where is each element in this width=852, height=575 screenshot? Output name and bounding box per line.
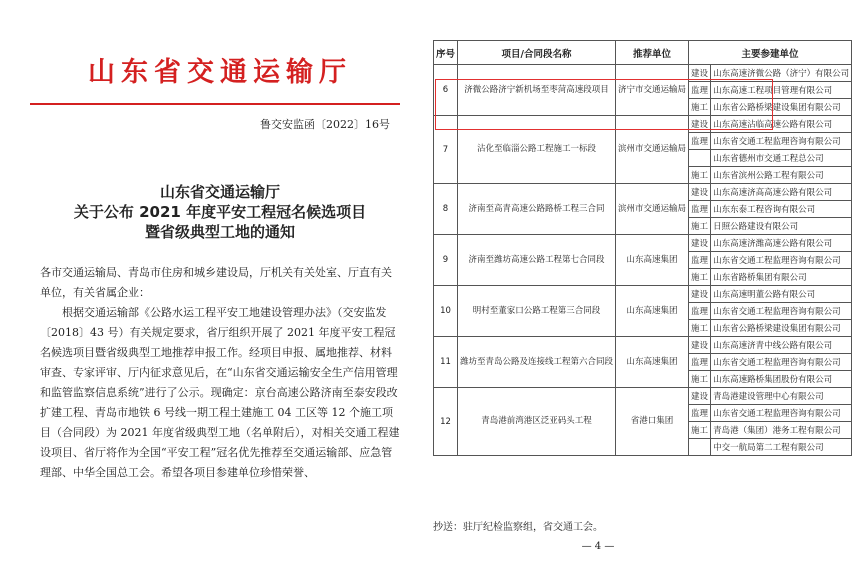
unit-role: 施工 [689,422,711,439]
recommender: 济宁市交通运输局 [616,65,689,116]
project-name: 潍坊至青岛公路及连接线工程第六合同段 [458,337,616,388]
addressees: 各市交通运输局、青岛市住房和城乡建设局，厅机关有关处室、厅直有关单位，有关省属企业： [40,266,392,299]
row-number: 10 [434,286,458,337]
recommender: 滨州市交通运输局 [616,184,689,235]
unit-role: 监理 [689,405,711,422]
unit-role: 建设 [689,235,711,252]
unit-name: 山东东泰工程咨询有限公司 [711,201,852,218]
cc-line: 抄送：驻厅纪检监察组，省交通工会。 [433,522,603,533]
recommender: 省港口集团 [616,388,689,456]
project-name: 济微公路济宁新机场至枣菏高速段项目 [458,65,616,116]
unit-role: 建设 [689,116,711,133]
unit-role: 监理 [689,354,711,371]
row-number: 12 [434,388,458,456]
unit-name: 山东省交通工程监理咨询有限公司 [711,354,852,371]
unit-role: 施工 [689,218,711,235]
unit-name: 山东高速济青中线公路有限公司 [711,337,852,354]
unit-role: 监理 [689,133,711,150]
unit-role: 建设 [689,388,711,405]
body-paragraph: 根据交通运输部《公路水运工程平安工地建设管理办法》（交安监发〔2018〕43 号）有关规定要求，省厅组织开展了 2021 年度平安工程冠名候选项目暨省级典型工地推荐申报工作。经项目申报、属地推荐、材料审查、专家评审、厅内征求意见后，在“山东省交通运输安全生产信用管理和监管监察信息系统”进行了公示。现确定：京台高速公路济南至泰安段改扩建工程、青岛市地铁 6 号线一期工程土建施工 04 工区等 12 个施工项目（合同段）为 2021 年度省级典型工地（名单附后），对相关交通工程建设项目、省厅将作为全国“平安工程”冠名优先推荐至交通运输部、应急管理部、中华全国总工会。希望各项目参建单位珍惜荣誉、 [40,306,400,479]
table-row [434,286,852,303]
table-row [434,337,852,354]
project-name: 青岛港前湾港区泛亚码头工程 [458,388,616,456]
notice-title-line-3: 暨省级典型工地的通知 [144,223,295,241]
notice-title-line-2: 关于公布 2021 年度平安工程冠名候选项目 [73,203,367,221]
unit-name: 山东省公路桥梁建设集团有限公司 [711,99,852,116]
unit-role: 监理 [689,303,711,320]
unit-role: 施工 [689,320,711,337]
recommender: 滨州市交通运输局 [616,116,689,184]
unit-role: 监理 [689,201,711,218]
row-number: 8 [434,184,458,235]
unit-role: 建设 [689,65,711,82]
unit-role: 施工 [689,167,711,184]
unit-name: 山东高速济高高速公路有限公司 [711,184,852,201]
unit-role [689,150,711,167]
unit-role: 施工 [689,269,711,286]
document-number: 鲁交安监函〔2022〕16号 [260,118,390,131]
letterhead: 山东省交通运输厅 [88,57,352,88]
unit-role: 监理 [689,82,711,99]
page-number: — 4 — [581,541,615,552]
unit-name: 山东高速工程项目管理有限公司 [711,82,852,99]
unit-name: 山东省德州市交通工程总公司 [711,150,852,167]
unit-role: 施工 [689,99,711,116]
unit-role: 监理 [689,252,711,269]
header-name: 项目/合同段名称 [458,41,616,65]
recommender: 山东高速集团 [616,286,689,337]
unit-role: 建设 [689,286,711,303]
row-number: 9 [434,235,458,286]
unit-name: 山东省交通工程监理咨询有限公司 [711,303,852,320]
table-row [434,235,852,252]
unit-role [689,439,711,456]
header-no: 序号 [434,41,458,65]
unit-name: 山东省交通工程监理咨询有限公司 [711,405,852,422]
unit-name: 山东高速路桥集团股份有限公司 [711,371,852,388]
header-recommender: 推荐单位 [616,41,689,65]
unit-name: 日照公路建设有限公司 [711,218,852,235]
unit-role: 施工 [689,371,711,388]
row-number: 7 [434,116,458,184]
unit-name: 山东省交通工程监理咨询有限公司 [711,252,852,269]
unit-role: 建设 [689,337,711,354]
unit-name: 山东高速济潍高速公路有限公司 [711,235,852,252]
unit-name: 山东省滨州公路工程有限公司 [711,167,852,184]
project-name: 明村至董家口公路工程第三合同段 [458,286,616,337]
row-number: 11 [434,337,458,388]
table-row [434,388,852,405]
project-name: 济南至高青高速公路路桥工程三合同 [458,184,616,235]
letterhead-divider [30,103,400,105]
recommender: 山东高速集团 [616,235,689,286]
unit-name: 青岛港建设管理中心有限公司 [711,388,852,405]
header-units: 主要参建单位 [689,41,852,65]
unit-name: 山东省公路桥梁建设集团有限公司 [711,320,852,337]
row-number: 6 [434,65,458,116]
project-name: 沾化至临淄公路工程施工一标段 [458,116,616,184]
project-name: 济南至潍坊高速公路工程第七合同段 [458,235,616,286]
unit-role: 建设 [689,184,711,201]
unit-name: 山东省路桥集团有限公司 [711,269,852,286]
unit-name: 山东高速沾临高速公路有限公司 [711,116,852,133]
unit-name: 山东高速明董公路有限公司 [711,286,852,303]
notice-title-line-1: 山东省交通运输厅 [159,183,280,201]
unit-name: 中交一航局第二工程有限公司 [711,439,852,456]
unit-name: 山东省交通工程监理咨询有限公司 [711,133,852,150]
highlight-box [435,79,773,130]
recommender: 山东高速集团 [616,337,689,388]
unit-name: 青岛港（集团）港务工程有限公司 [711,422,852,439]
unit-name: 山东高速济微公路（济宁）有限公司 [711,65,852,82]
table-row [434,184,852,201]
